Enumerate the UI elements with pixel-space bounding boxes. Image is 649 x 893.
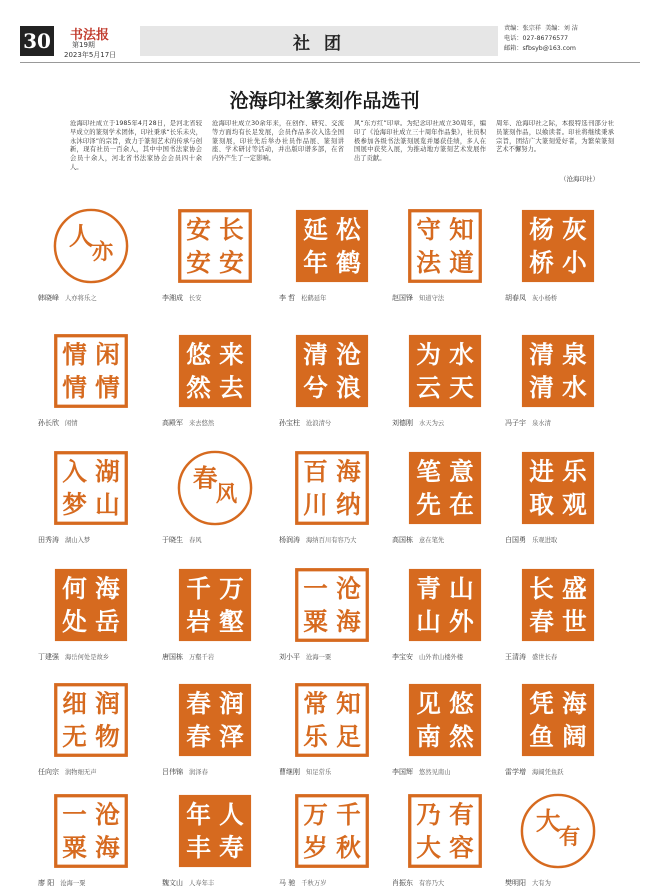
svg-text:纳: 纳: [336, 489, 361, 519]
seal-artist-name: 韩晓峰: [38, 294, 59, 302]
svg-text:然: 然: [186, 372, 211, 402]
seal-artist-name: 孙宝柱: [279, 419, 300, 427]
seal-inscription: 沧浪清兮: [306, 420, 332, 427]
seal-impression: [291, 679, 373, 761]
seal-inscription: 润物细无声: [65, 769, 97, 776]
seal-inscription: 有容乃大: [419, 880, 445, 887]
svg-text:万: 万: [219, 574, 244, 604]
svg-text:延: 延: [303, 215, 328, 245]
seal-impression: [517, 790, 599, 872]
seal-inscription: 沧海一粟: [60, 880, 86, 887]
seal-caption: [505, 878, 635, 888]
seal-impression: [404, 679, 486, 761]
svg-text:无: 无: [62, 721, 87, 751]
svg-text:年: 年: [303, 247, 328, 277]
seal-impression: [404, 790, 486, 872]
seal-impression: [50, 330, 132, 412]
svg-text:梦: 梦: [62, 489, 87, 519]
svg-text:常: 常: [303, 689, 328, 719]
seal-artist-name: 樊明阳: [505, 879, 526, 887]
svg-text:灰: 灰: [562, 215, 587, 245]
seal-caption: [279, 878, 409, 888]
svg-text:长: 长: [529, 574, 554, 604]
svg-text:海: 海: [336, 606, 361, 636]
seal-inscription: 千秋万岁: [301, 880, 327, 887]
svg-text:风: 风: [215, 482, 238, 508]
seal-artist-name: 吕伟锦: [162, 768, 183, 776]
seal-inscription: 闲情: [65, 420, 78, 427]
seal-caption: [505, 535, 635, 545]
svg-text:海: 海: [562, 689, 587, 719]
svg-text:春: 春: [186, 689, 211, 719]
svg-text:海: 海: [95, 832, 120, 862]
svg-text:百: 百: [303, 457, 328, 487]
seal-caption: [392, 767, 522, 777]
svg-text:安: 安: [186, 215, 211, 245]
seal-artist-name: 赵国锋: [392, 294, 413, 302]
seal-caption: [392, 293, 522, 303]
svg-text:为: 为: [416, 340, 441, 370]
svg-text:足: 足: [336, 721, 361, 751]
seal-artist-name: 丁建强: [38, 653, 59, 661]
seal-artist-name: 李宝安: [392, 653, 413, 661]
seal-inscription: 山外青山楼外楼: [419, 654, 464, 661]
svg-text:悠: 悠: [186, 340, 211, 370]
svg-text:泽: 泽: [219, 721, 244, 751]
svg-text:容: 容: [449, 832, 474, 862]
svg-text:浪: 浪: [336, 372, 361, 402]
svg-text:岁: 岁: [303, 832, 328, 862]
seal-caption: [162, 652, 292, 662]
seal-impression: [50, 447, 132, 529]
svg-text:春: 春: [192, 463, 218, 493]
seal-artist-name: 高殿军: [162, 419, 183, 427]
svg-text:一: 一: [303, 574, 328, 604]
svg-text:秋: 秋: [336, 832, 361, 862]
svg-text:年: 年: [186, 800, 211, 830]
svg-text:松: 松: [336, 215, 361, 245]
seal-inscription: 知足常乐: [306, 769, 332, 776]
seal-impression: [517, 564, 599, 646]
svg-text:悠: 悠: [449, 689, 474, 719]
svg-text:安: 安: [186, 247, 211, 277]
seal-impression: [50, 679, 132, 761]
seal-inscription: 松鹤延年: [301, 295, 327, 302]
svg-text:笔: 笔: [416, 457, 441, 487]
svg-text:沧: 沧: [95, 800, 120, 830]
svg-text:世: 世: [562, 606, 587, 636]
seal-caption: [392, 652, 522, 662]
svg-text:见: 见: [416, 689, 441, 719]
seal-caption: [162, 293, 292, 303]
seal-caption: [505, 652, 635, 662]
seal-inscription: 湖山入梦: [65, 537, 91, 544]
svg-text:沧: 沧: [336, 574, 361, 604]
seal-caption: [279, 767, 409, 777]
svg-text:凭: 凭: [529, 689, 554, 719]
svg-text:山: 山: [95, 489, 120, 519]
phone: 电话：027-86776577: [504, 35, 569, 42]
seal-caption: [279, 535, 409, 545]
svg-text:知: 知: [449, 215, 474, 245]
seal-impression: [50, 790, 132, 872]
seal-impression: [174, 790, 256, 872]
svg-text:乃: 乃: [416, 800, 441, 830]
svg-text:海: 海: [95, 574, 120, 604]
svg-text:乐: 乐: [562, 457, 587, 487]
svg-text:桥: 桥: [529, 247, 554, 277]
seal-artist-name: 白国勇: [505, 536, 526, 544]
seal-impression: [517, 679, 599, 761]
svg-text:人: 人: [219, 800, 244, 830]
svg-text:亦: 亦: [91, 240, 114, 266]
editor-credits: [504, 24, 644, 54]
svg-text:知: 知: [336, 689, 361, 719]
seal-caption: [38, 878, 168, 888]
seal-caption: [505, 418, 635, 428]
svg-text:守: 守: [416, 215, 441, 245]
svg-text:岳: 岳: [95, 606, 120, 636]
seal-artist-name: 肖振东: [392, 879, 413, 887]
svg-text:大: 大: [416, 832, 441, 862]
svg-text:润: 润: [95, 689, 120, 719]
seal-artist-name: 李湘成: [162, 294, 183, 302]
seal-impression: [291, 564, 373, 646]
seal-impression: [50, 205, 132, 287]
seal-artist-name: 李国辉: [392, 768, 413, 776]
svg-text:入: 入: [62, 457, 87, 487]
svg-text:物: 物: [95, 721, 120, 751]
svg-text:取: 取: [529, 489, 554, 519]
seal-impression: [404, 330, 486, 412]
editor: 责编：张宗祥: [504, 25, 542, 32]
svg-text:山: 山: [416, 606, 441, 636]
svg-text:清: 清: [303, 340, 328, 370]
seal-artist-name: 马 驰: [279, 879, 296, 887]
svg-text:春: 春: [186, 721, 211, 751]
page-number: 30: [20, 26, 54, 56]
intro-column-1: 沧海印社成立于1985年4月28日，是河北省较早成立的篆刻学术团体，印社秉承“长乐未央，永沐印泽”的宗旨，致力于篆刻艺术的传承与创新，现有社员一百余人，其中中国书法家协会会员十余人，河北省书法家协会会员四十余人。: [70, 120, 202, 171]
svg-text:情: 情: [62, 372, 87, 402]
seal-impression: [291, 330, 373, 412]
svg-text:情: 情: [95, 372, 120, 402]
seal-artist-name: 雷学增: [505, 768, 526, 776]
article-title: 沧海印社篆刻作品选刊: [229, 90, 420, 112]
seal-caption: [279, 293, 409, 303]
seal-inscription: 润泽春: [189, 769, 208, 776]
svg-text:有: 有: [449, 800, 474, 830]
svg-text:寿: 寿: [219, 832, 244, 862]
seal-artist-name: 于晓生: [162, 536, 183, 544]
seal-inscription: 泉水清: [532, 420, 551, 427]
seal-impression: [291, 447, 373, 529]
svg-text:来: 来: [219, 340, 244, 370]
svg-text:天: 天: [449, 372, 474, 402]
seal-caption: [38, 418, 168, 428]
seal-impression: [517, 330, 599, 412]
seal-caption: [162, 535, 292, 545]
svg-text:观: 观: [562, 489, 587, 519]
seal-caption: [38, 535, 168, 545]
svg-text:沧: 沧: [336, 340, 361, 370]
seal-inscription: 人寿年丰: [189, 880, 215, 887]
seal-artist-name: 杨润涛: [279, 536, 300, 544]
svg-text:进: 进: [529, 457, 554, 487]
svg-text:兮: 兮: [303, 372, 328, 402]
seal-impression: [517, 447, 599, 529]
svg-text:鹤: 鹤: [336, 247, 361, 277]
svg-text:泉: 泉: [562, 340, 587, 370]
svg-text:去: 去: [219, 372, 244, 402]
seal-inscription: 春风: [189, 537, 202, 544]
svg-text:千: 千: [336, 800, 361, 830]
seal-caption: [392, 878, 522, 888]
seal-inscription: 水天为云: [419, 420, 445, 427]
seal-caption: [505, 293, 635, 303]
header-rule: [20, 62, 640, 63]
seal-impression: [50, 564, 132, 646]
svg-text:海: 海: [336, 457, 361, 487]
svg-text:丰: 丰: [186, 832, 211, 862]
svg-text:小: 小: [562, 247, 587, 277]
seal-impression: [404, 564, 486, 646]
seal-artist-name: 刘小平: [279, 653, 300, 661]
svg-text:大: 大: [535, 806, 561, 836]
svg-text:润: 润: [219, 689, 244, 719]
seal-caption: [279, 418, 409, 428]
svg-text:意: 意: [449, 457, 474, 487]
svg-text:春: 春: [529, 606, 554, 636]
seal-caption: [38, 767, 168, 777]
seal-artist-name: 曹继刚: [279, 768, 300, 776]
seal-inscription: 沧海一粟: [306, 654, 332, 661]
seal-inscription: 来去悠然: [189, 420, 215, 427]
svg-text:千: 千: [186, 574, 211, 604]
svg-text:细: 细: [62, 689, 87, 719]
seal-caption: [38, 652, 168, 662]
svg-text:外: 外: [449, 606, 474, 636]
seal-impression: [404, 447, 486, 529]
seal-inscription: 海纳百川有容乃大: [306, 537, 357, 544]
svg-text:清: 清: [529, 372, 554, 402]
seal-impression: [174, 330, 256, 412]
seal-impression: [174, 447, 256, 529]
svg-text:湖: 湖: [95, 457, 120, 487]
svg-text:岩: 岩: [186, 606, 211, 636]
seal-caption: [505, 767, 635, 777]
svg-text:山: 山: [449, 574, 474, 604]
intro-column-2: 沧海印社成立30余年来，在创作、研究、交流等方面均有长足发展，会员作品多次入选全国篆刻展，印社先后举办社员作品展、篆刻讲座、学术研讨等活动，并出版印谱多部，在省内外产生了一定影响。: [212, 120, 344, 163]
seal-artist-name: 王清涛: [505, 653, 526, 661]
svg-text:处: 处: [62, 606, 87, 636]
seal-impression: [404, 205, 486, 287]
seal-inscription: 万壑千岩: [189, 654, 215, 661]
seal-impression: [517, 205, 599, 287]
seal-inscription: 大有为: [532, 880, 551, 887]
svg-text:水: 水: [562, 372, 587, 402]
svg-text:先: 先: [416, 489, 441, 519]
seal-inscription: 知道守法: [419, 295, 445, 302]
issue-date: 2023年5月17日: [64, 51, 117, 59]
svg-text:青: 青: [416, 574, 441, 604]
svg-text:水: 水: [449, 340, 474, 370]
seal-inscription: 乐观进取: [532, 537, 558, 544]
seal-impression: [174, 564, 256, 646]
seal-artist-name: 唐国栋: [162, 653, 183, 661]
svg-text:在: 在: [449, 489, 474, 519]
seal-artist-name: 胡春凤: [505, 294, 526, 302]
seal-caption: [162, 418, 292, 428]
svg-text:法: 法: [416, 247, 441, 277]
svg-text:川: 川: [303, 489, 328, 519]
seal-impression: [174, 205, 256, 287]
seal-artist-name: 魏文山: [162, 879, 183, 887]
svg-text:有: 有: [558, 825, 581, 851]
seal-artist-name: 孙长欣: [38, 419, 59, 427]
seal-artist-name: 李 哲: [279, 294, 296, 302]
section-title: 社 团: [140, 26, 498, 56]
seal-impression: [174, 679, 256, 761]
svg-text:万: 万: [303, 800, 328, 830]
svg-text:壑: 壑: [219, 606, 244, 636]
seal-inscription: 海阔凭鱼跃: [532, 769, 564, 776]
seal-artist-name: 冯子宇: [505, 419, 526, 427]
seal-inscription: 盛世长春: [532, 654, 558, 661]
seal-artist-name: 任向宗: [38, 768, 59, 776]
svg-text:然: 然: [449, 721, 474, 751]
seal-impression: [291, 790, 373, 872]
svg-text:乐: 乐: [303, 721, 328, 751]
seal-artist-name: 廖 阳: [38, 879, 55, 887]
svg-text:长: 长: [219, 215, 244, 245]
svg-text:粟: 粟: [303, 606, 328, 636]
svg-text:阔: 阔: [562, 721, 587, 751]
seal-caption: [279, 652, 409, 662]
seal-caption: [392, 418, 522, 428]
svg-text:人: 人: [68, 221, 94, 251]
page-header: [20, 22, 640, 62]
seal-inscription: 悠然见南山: [419, 769, 451, 776]
svg-text:粟: 粟: [62, 832, 87, 862]
seal-inscription: 海岳何处是故乡: [65, 654, 110, 661]
svg-text:道: 道: [449, 247, 474, 277]
seal-artist-name: 田秀涛: [38, 536, 59, 544]
svg-text:安: 安: [219, 247, 244, 277]
email: 邮箱：sfbsyb@163.com: [504, 45, 576, 52]
issue-number: 第19期: [72, 41, 95, 49]
intro-column-3: 风“东方红”印章。为纪念印社成立30周年，编印了《沧海印社成立三十周年作品集》，社员积极参加各级书法篆刻展览并屡获佳绩，多人在国展中获奖入展，为推动地方篆刻艺术发展作出了贡献。: [354, 120, 486, 163]
article-source: （沧海印社）: [560, 175, 599, 183]
svg-text:情: 情: [62, 340, 87, 370]
seal-caption: [162, 878, 292, 888]
svg-text:盛: 盛: [562, 574, 587, 604]
svg-text:鱼: 鱼: [529, 721, 554, 751]
seal-inscription: 意在笔先: [419, 537, 445, 544]
seal-inscription: 灰小杨桥: [532, 295, 558, 302]
seal-caption: [162, 767, 292, 777]
svg-text:云: 云: [416, 372, 441, 402]
designer: 美编：刘 洁: [545, 25, 578, 32]
intro-column-4: 周年、沧海印社之际，本报特选刊部分社员篆刻作品，以飨读者。印社将继续秉承宗旨，团结广大篆刻爱好者，为繁荣篆刻艺术不懈努力。: [496, 120, 614, 154]
seal-artist-name: 刘德刚: [392, 419, 413, 427]
svg-text:何: 何: [62, 574, 87, 604]
seal-inscription: 人亦将乐之: [65, 295, 97, 302]
seal-impression: [291, 205, 373, 287]
paper-logo: 书法报: [70, 28, 110, 43]
seal-caption: [392, 535, 522, 545]
svg-text:清: 清: [529, 340, 554, 370]
svg-text:杨: 杨: [529, 215, 554, 245]
seal-caption: [38, 293, 168, 303]
svg-text:一: 一: [62, 800, 87, 830]
seal-inscription: 长安: [189, 295, 202, 302]
svg-text:闲: 闲: [95, 340, 120, 370]
seal-artist-name: 高国栋: [392, 536, 413, 544]
svg-text:南: 南: [416, 721, 441, 751]
